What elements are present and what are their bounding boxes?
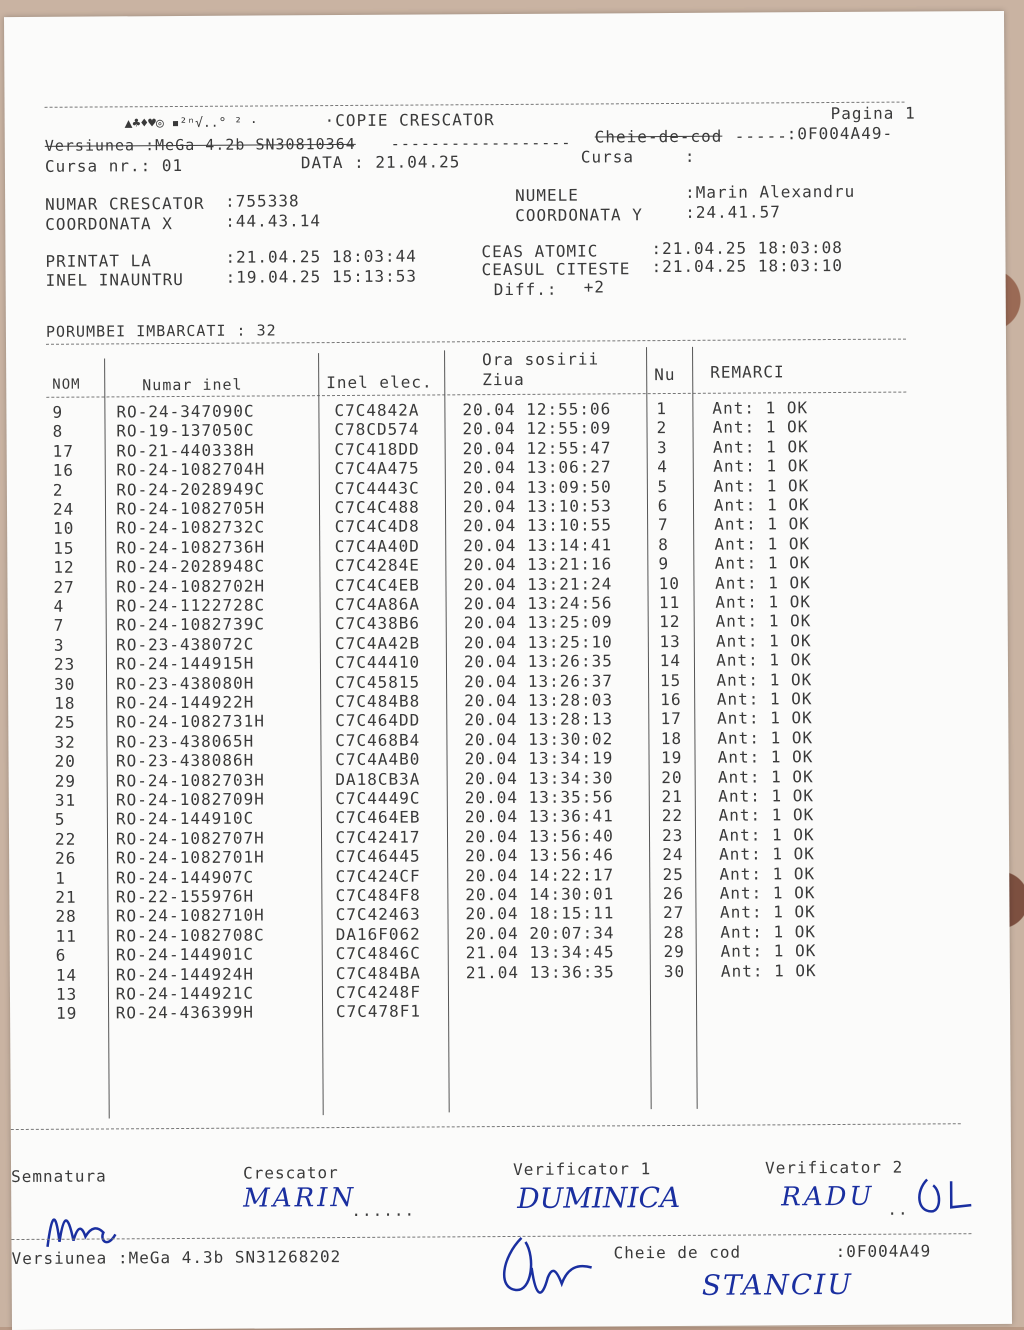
coord-y-value: :24.41.57 bbox=[685, 202, 781, 222]
diff-value: +2 bbox=[583, 277, 605, 297]
remarks-cell: Ant: 1 OK bbox=[716, 689, 813, 709]
arrival-time-cell: 20.04 13:26:35 bbox=[463, 651, 613, 672]
electronic-ring-cell: C7C424CF bbox=[335, 866, 421, 886]
footer-key-value: :0F004A49 bbox=[835, 1241, 932, 1262]
position-cell: 11 bbox=[658, 592, 681, 613]
arrival-time-cell: 20.04 13:26:37 bbox=[464, 670, 613, 691]
position-cell: 6 bbox=[657, 496, 669, 516]
position-cell: 28 bbox=[663, 922, 685, 942]
position-cell: 8 bbox=[658, 534, 669, 554]
remarks-cell: Ant: 1 OK bbox=[714, 553, 811, 573]
electronic-ring-cell: C7C4449C bbox=[335, 788, 421, 809]
coord-x-value: :44.43.14 bbox=[225, 211, 322, 231]
electronic-ring-cell: C7C438B6 bbox=[334, 613, 421, 634]
pigeon-nom-cell: 8 bbox=[52, 422, 64, 442]
version-struck: Versiunea :MeGa 4.2b SN30810364 bbox=[44, 134, 356, 155]
electronic-ring-cell: C7C42463 bbox=[335, 904, 421, 925]
electronic-ring-cell: C7C4C488 bbox=[334, 497, 420, 518]
arrival-time-cell: 20.04 13:30:02 bbox=[464, 729, 614, 750]
position-cell: 21 bbox=[661, 786, 683, 807]
printed-label: PRINTAT LA bbox=[45, 251, 152, 271]
arrival-time-cell: 20.04 13:25:10 bbox=[463, 632, 613, 653]
key-label: Cheie-de-cod bbox=[594, 126, 723, 147]
pigeon-nom-cell: 16 bbox=[52, 460, 75, 480]
pigeon-nom-cell: 23 bbox=[53, 654, 76, 674]
arrival-time-cell: 20.04 13:36:41 bbox=[464, 806, 614, 827]
electronic-ring-cell: DA16F062 bbox=[335, 924, 421, 944]
position-cell: 14 bbox=[659, 651, 682, 671]
remarks-cell: Ant: 1 OK bbox=[719, 883, 816, 903]
version-dashes: ------------------ bbox=[390, 133, 572, 153]
pigeon-nom-cell: 2 bbox=[52, 480, 64, 500]
remarks-cell: Ant: 1 OK bbox=[717, 747, 814, 767]
remarks-cell: Ant: 1 OK bbox=[716, 669, 813, 690]
position-cell: 22 bbox=[661, 806, 684, 826]
atomic-clock-label: CEAS ATOMIC bbox=[481, 241, 599, 262]
remarks-cell: Ant: 1 OK bbox=[718, 805, 815, 826]
remarks-cell: Ant: 1 OK bbox=[717, 708, 813, 729]
remarks-cell: Ant: 1 OK bbox=[719, 902, 816, 923]
electronic-ring-cell: C7C4846C bbox=[335, 943, 421, 964]
verifier2-dots: .. bbox=[887, 1199, 909, 1219]
pigeon-nom-cell: 19 bbox=[56, 1004, 78, 1024]
position-cell: 23 bbox=[662, 825, 684, 845]
ring-number-cell: RO-24-144921C bbox=[115, 983, 255, 1004]
document-title: ·COPIE CRESCATOR bbox=[324, 110, 495, 131]
remarks-cell: Ant: 1 OK bbox=[716, 650, 812, 670]
ring-inside-label: INEL INAUNTRU bbox=[45, 269, 184, 290]
position-cell: 10 bbox=[658, 573, 681, 593]
electronic-ring-cell: C7C418DD bbox=[334, 439, 420, 459]
breeder-handwritten-name: MARIN bbox=[243, 1182, 357, 1214]
pigeon-nom-cell: 15 bbox=[53, 538, 75, 558]
pigeon-nom-cell: 27 bbox=[53, 577, 75, 597]
electronic-ring-cell: C7C4248F bbox=[335, 982, 421, 1003]
pigeon-nom-cell: 22 bbox=[54, 829, 77, 849]
table-bottom-separator bbox=[11, 1123, 961, 1130]
arrival-time-cell: 20.04 13:35:56 bbox=[464, 787, 614, 808]
ring-number-cell: RO-19-137050C bbox=[116, 420, 255, 441]
electronic-ring-cell: C7C4443C bbox=[334, 478, 420, 498]
printout-paper bbox=[4, 11, 1012, 1330]
arrival-time-cell: 20.04 13:10:53 bbox=[462, 496, 612, 517]
header-elec: Inel elec. bbox=[326, 372, 433, 393]
ring-number-cell: RO-24-1082708C bbox=[115, 925, 265, 946]
remarks-cell: Ant: 1 OK bbox=[717, 766, 814, 787]
remarks-cell: Ant: 1 OK bbox=[714, 572, 811, 593]
race-number: Cursa nr.: 01 bbox=[44, 155, 184, 176]
electronic-ring-cell: C7C4842A bbox=[334, 400, 420, 421]
remarks-cell: Ant: 1 OK bbox=[713, 495, 810, 515]
remarks-cell: Ant: 1 OK bbox=[718, 786, 815, 806]
breeder-number-value: :755338 bbox=[225, 191, 300, 211]
arrival-time-cell: 20.04 13:14:41 bbox=[463, 535, 613, 556]
position-cell: 24 bbox=[662, 845, 684, 865]
pigeon-nom-cell: 26 bbox=[55, 848, 77, 868]
ring-number-cell: RO-24-1122728C bbox=[116, 595, 266, 616]
electronic-ring-cell: C7C46445 bbox=[335, 846, 421, 867]
breeder-label: Crescator bbox=[243, 1163, 339, 1183]
top-separator bbox=[45, 102, 905, 108]
key-value: :0F004A49- bbox=[786, 123, 894, 144]
logo-glyphs: ▲♣♦♥◎ ▪²ⁿ√..° ² · bbox=[124, 115, 258, 132]
verifier1-label: Verificator 1 bbox=[512, 1159, 652, 1179]
electronic-ring-cell: C7C484BA bbox=[335, 963, 421, 983]
verifier2-handwritten-name: RADU bbox=[781, 1181, 875, 1213]
position-cell: 20 bbox=[661, 767, 683, 787]
electronic-ring-cell: C7C44410 bbox=[334, 652, 421, 673]
clock-reads-label: CEASUL CITESTE bbox=[481, 259, 631, 280]
pigeon-nom-cell: 30 bbox=[54, 674, 76, 694]
pigeon-nom-cell: 6 bbox=[55, 945, 67, 965]
pigeon-nom-cell: 31 bbox=[54, 790, 77, 810]
position-cell: 7 bbox=[657, 515, 669, 535]
diff-label: Diff.: bbox=[493, 279, 558, 300]
pigeon-nom-cell: 4 bbox=[53, 596, 65, 616]
ring-number-cell: RO-24-144907C bbox=[115, 867, 255, 887]
remarks-cell: Ant: 1 OK bbox=[717, 727, 814, 748]
ring-number-cell: RO-24-436399H bbox=[115, 1002, 255, 1023]
header-nu: Nu bbox=[654, 364, 676, 385]
arrival-time-cell: 20.04 12:55:06 bbox=[462, 399, 612, 420]
remarks-cell: Ant: 1 OK bbox=[715, 630, 812, 651]
arrival-time-cell: 20.04 13:28:03 bbox=[464, 690, 614, 711]
electronic-ring-cell: DA18CB3A bbox=[335, 769, 421, 789]
arrival-time-cell: 20.04 13:28:13 bbox=[464, 709, 614, 730]
verifier2-label: Verificator 2 bbox=[764, 1157, 904, 1178]
ring-number-cell: RO-24-144915H bbox=[116, 653, 255, 674]
pigeon-nom-cell: 1 bbox=[55, 868, 66, 888]
signature-label: Semnatura bbox=[11, 1166, 107, 1187]
ring-number-cell: RO-24-2028949C bbox=[116, 479, 266, 499]
arrival-time-cell: 20.04 13:21:16 bbox=[463, 554, 613, 575]
electronic-ring-cell: C7C4A4B0 bbox=[335, 749, 421, 770]
pigeon-nom-cell: 25 bbox=[54, 713, 76, 733]
electronic-ring-cell: C78CD574 bbox=[334, 419, 420, 440]
remarks-cell: Ant: 1 OK bbox=[712, 398, 809, 418]
ring-number-cell: RO-21-440338H bbox=[116, 440, 255, 461]
ring-number-cell: RO-22-155976H bbox=[115, 886, 255, 907]
position-cell: 12 bbox=[659, 612, 681, 632]
position-cell: 17 bbox=[660, 709, 682, 729]
electronic-ring-cell: C7C4A86A bbox=[334, 594, 421, 615]
extra-handwritten-name: STANCIU bbox=[701, 1267, 853, 1302]
position-cell: 13 bbox=[659, 631, 681, 651]
position-cell: 2 bbox=[656, 418, 668, 438]
pigeon-nom-cell: 10 bbox=[53, 519, 75, 539]
key-dashes: ----- bbox=[734, 126, 788, 146]
arrival-time-cell: 20.04 13:56:40 bbox=[464, 826, 614, 847]
footer-key-label: Cheie de cod bbox=[613, 1242, 742, 1263]
remarks-cell: Ant: 1 OK bbox=[713, 456, 810, 476]
arrival-time-cell: 20.04 13:56:46 bbox=[465, 845, 615, 866]
position-cell: 19 bbox=[660, 748, 683, 768]
pigeon-nom-cell: 20 bbox=[54, 751, 76, 771]
ring-number-cell: RO-24-1082702H bbox=[116, 576, 266, 596]
remarks-cell: Ant: 1 OK bbox=[714, 514, 810, 535]
position-cell: 3 bbox=[656, 437, 668, 457]
pigeon-nom-cell: 9 bbox=[52, 402, 64, 422]
pigeon-nom-cell: 28 bbox=[55, 907, 77, 927]
footer-version: Versiunea :MeGa 4.3b SN31268202 bbox=[11, 1247, 342, 1269]
position-cell: 29 bbox=[663, 942, 685, 962]
pigeon-nom-cell: 32 bbox=[54, 732, 76, 752]
arrival-time-cell: 20.04 13:21:24 bbox=[463, 573, 613, 594]
arrival-time-cell: 21.04 13:34:45 bbox=[465, 942, 615, 963]
pigeon-nom-cell: 13 bbox=[55, 984, 78, 1004]
electronic-ring-cell: C7C45815 bbox=[335, 672, 421, 692]
remarks-cell: Ant: 1 OK bbox=[720, 941, 817, 961]
remarks-cell: Ant: 1 OK bbox=[719, 844, 815, 864]
header-nom: NOM bbox=[52, 376, 81, 393]
ring-number-cell: RO-23-438080H bbox=[116, 673, 255, 693]
pigeon-nom-cell: 29 bbox=[54, 771, 76, 791]
verifier2-signature bbox=[911, 1171, 981, 1221]
remarks-cell: Ant: 1 OK bbox=[720, 921, 817, 942]
position-cell: 18 bbox=[660, 728, 683, 748]
pigeon-nom-cell: 11 bbox=[55, 926, 77, 946]
position-cell: 26 bbox=[662, 883, 685, 904]
atomic-clock-value: :21.04.25 18:03:08 bbox=[651, 237, 843, 259]
page-number: Pagina 1 bbox=[830, 103, 916, 124]
position-cell: 25 bbox=[662, 864, 684, 884]
ring-number-cell: RO-24-347090C bbox=[116, 401, 255, 422]
arrival-time-cell: 20.04 13:09:50 bbox=[462, 476, 612, 497]
race-date: DATA : 21.04.25 bbox=[300, 152, 461, 173]
ring-number-cell: RO-24-1082701H bbox=[115, 847, 265, 868]
arrival-time-cell: 20.04 13:25:09 bbox=[463, 612, 613, 633]
ring-number-cell: RO-23-438072C bbox=[116, 634, 255, 655]
remarks-cell: Ant: 1 OK bbox=[718, 824, 815, 845]
pigeons-count: PORUMBEI IMBARCATI : 32 bbox=[45, 321, 277, 341]
ring-number-cell: RO-24-144910C bbox=[115, 808, 255, 829]
cursa-value: : bbox=[684, 146, 696, 166]
arrival-time-cell: 20.04 12:55:09 bbox=[462, 418, 612, 439]
ring-number-cell: RO-24-1082736H bbox=[116, 537, 266, 558]
ring-number-cell: RO-24-1082705H bbox=[116, 498, 266, 519]
electronic-ring-cell: C7C478F1 bbox=[335, 1001, 422, 1022]
verifier1-signature bbox=[491, 1227, 601, 1308]
cursa-label: Cursa bbox=[580, 147, 635, 167]
electronic-ring-cell: C7C484F8 bbox=[335, 885, 421, 906]
ring-number-cell: RO-24-1082703H bbox=[115, 770, 265, 790]
pigeon-nom-cell: 5 bbox=[54, 810, 66, 830]
header-ring: Numar inel bbox=[142, 375, 243, 395]
arrival-time-cell: 20.04 12:55:47 bbox=[462, 438, 612, 459]
pigeon-nom-cell: 21 bbox=[55, 887, 77, 907]
arrival-time-cell: 20.04 14:22:17 bbox=[465, 864, 615, 885]
remarks-cell: Ant: 1 OK bbox=[720, 960, 817, 981]
electronic-ring-cell: C7C4C4EB bbox=[334, 575, 420, 595]
electronic-ring-cell: C7C4A42B bbox=[334, 633, 421, 653]
ring-number-cell: RO-24-144924H bbox=[115, 964, 255, 984]
breeder-dots: ...... bbox=[351, 1200, 416, 1220]
pigeon-nom-cell: 14 bbox=[55, 965, 78, 985]
pigeon-nom-cell: 7 bbox=[53, 616, 65, 636]
pigeon-nom-cell: 12 bbox=[53, 557, 75, 577]
pigeon-nom-cell: 18 bbox=[54, 693, 76, 713]
ring-number-cell: RO-24-1082707H bbox=[115, 828, 265, 849]
arrival-time-cell: 20.04 13:34:19 bbox=[464, 748, 614, 769]
breeder-number-label: NUMAR CRESCATOR bbox=[45, 193, 205, 214]
position-cell: 5 bbox=[657, 476, 669, 496]
coord-x-label: COORDONATA X bbox=[45, 214, 173, 234]
ring-inside-value: :19.04.25 15:13:53 bbox=[225, 266, 418, 287]
electronic-ring-cell: C7C484B8 bbox=[335, 691, 421, 712]
remarks-cell: Ant: 1 OK bbox=[719, 863, 816, 884]
header-arrival: Ora sosirii bbox=[482, 349, 600, 370]
position-cell: 1 bbox=[656, 399, 668, 419]
electronic-ring-cell: C7C4284E bbox=[334, 555, 420, 576]
electronic-ring-cell: C7C4A475 bbox=[334, 458, 420, 479]
electronic-ring-cell: C7C4C4D8 bbox=[334, 516, 420, 537]
position-cell: 27 bbox=[663, 903, 685, 923]
pigeon-nom-cell: 17 bbox=[52, 441, 74, 461]
ring-number-cell: RO-23-438086H bbox=[115, 750, 255, 771]
ring-number-cell: RO-24-144922H bbox=[116, 692, 255, 713]
arrival-time-cell: 20.04 13:10:55 bbox=[463, 515, 613, 536]
coord-y-label: COORDONATA Y bbox=[515, 205, 643, 225]
clock-reads-value: :21.04.25 18:03:10 bbox=[651, 255, 843, 277]
arrival-time-cell: 20.04 13:06:27 bbox=[462, 457, 612, 478]
name-value: :Marin Alexandru bbox=[685, 181, 856, 202]
electronic-ring-cell: C7C464EB bbox=[335, 807, 421, 828]
electronic-ring-cell: C7C464DD bbox=[335, 710, 421, 731]
electronic-ring-cell: C7C4A40D bbox=[334, 536, 420, 556]
electronic-ring-cell: C7C468B4 bbox=[335, 730, 421, 750]
header-day: Ziua bbox=[482, 369, 525, 390]
ring-number-cell: RO-24-1082739C bbox=[116, 614, 266, 635]
name-label: NUMELE bbox=[515, 185, 579, 205]
ring-number-cell: RO-24-144901C bbox=[115, 944, 255, 965]
arrival-time-cell: 20.04 20:07:34 bbox=[465, 923, 615, 944]
pigeon-nom-cell: 3 bbox=[53, 635, 65, 655]
arrival-time-cell: 20.04 13:24:56 bbox=[463, 593, 613, 614]
arrival-time-cell: 20.04 13:34:30 bbox=[464, 767, 614, 788]
ring-number-cell: RO-24-1082709H bbox=[115, 789, 265, 810]
ring-number-cell: RO-24-1082731H bbox=[116, 711, 265, 732]
header-remarks: REMARCI bbox=[710, 362, 785, 382]
arrival-time-cell: 21.04 13:36:35 bbox=[465, 961, 615, 982]
remarks-cell: Ant: 1 OK bbox=[715, 611, 812, 632]
remarks-cell: Ant: 1 OK bbox=[712, 417, 809, 438]
remarks-cell: Ant: 1 OK bbox=[715, 592, 812, 612]
verifier1-handwritten-name: DUMINICA bbox=[517, 1180, 681, 1215]
position-cell: 16 bbox=[660, 689, 682, 710]
remarks-cell: Ant: 1 OK bbox=[713, 475, 810, 496]
ring-number-cell: RO-24-1082710H bbox=[115, 905, 265, 926]
printed-value: :21.04.25 18:03:44 bbox=[225, 246, 417, 267]
electronic-ring-cell: C7C42417 bbox=[335, 827, 421, 847]
pigeon-nom-cell: 24 bbox=[52, 499, 75, 519]
position-cell: 4 bbox=[657, 457, 668, 477]
position-cell: 9 bbox=[658, 554, 670, 574]
position-cell: 30 bbox=[663, 961, 686, 981]
ring-number-cell: RO-23-438065H bbox=[115, 731, 255, 752]
ring-number-cell: RO-24-1082704H bbox=[116, 459, 266, 480]
arrival-time-cell: 20.04 14:30:01 bbox=[465, 884, 615, 905]
ring-number-cell: RO-24-1082732C bbox=[116, 517, 266, 538]
position-cell: 15 bbox=[659, 670, 682, 690]
remarks-cell: Ant: 1 OK bbox=[712, 436, 809, 457]
ring-number-cell: RO-24-2028948C bbox=[116, 556, 266, 577]
arrival-time-cell: 20.04 18:15:11 bbox=[465, 903, 615, 924]
remarks-cell: Ant: 1 OK bbox=[714, 533, 811, 554]
